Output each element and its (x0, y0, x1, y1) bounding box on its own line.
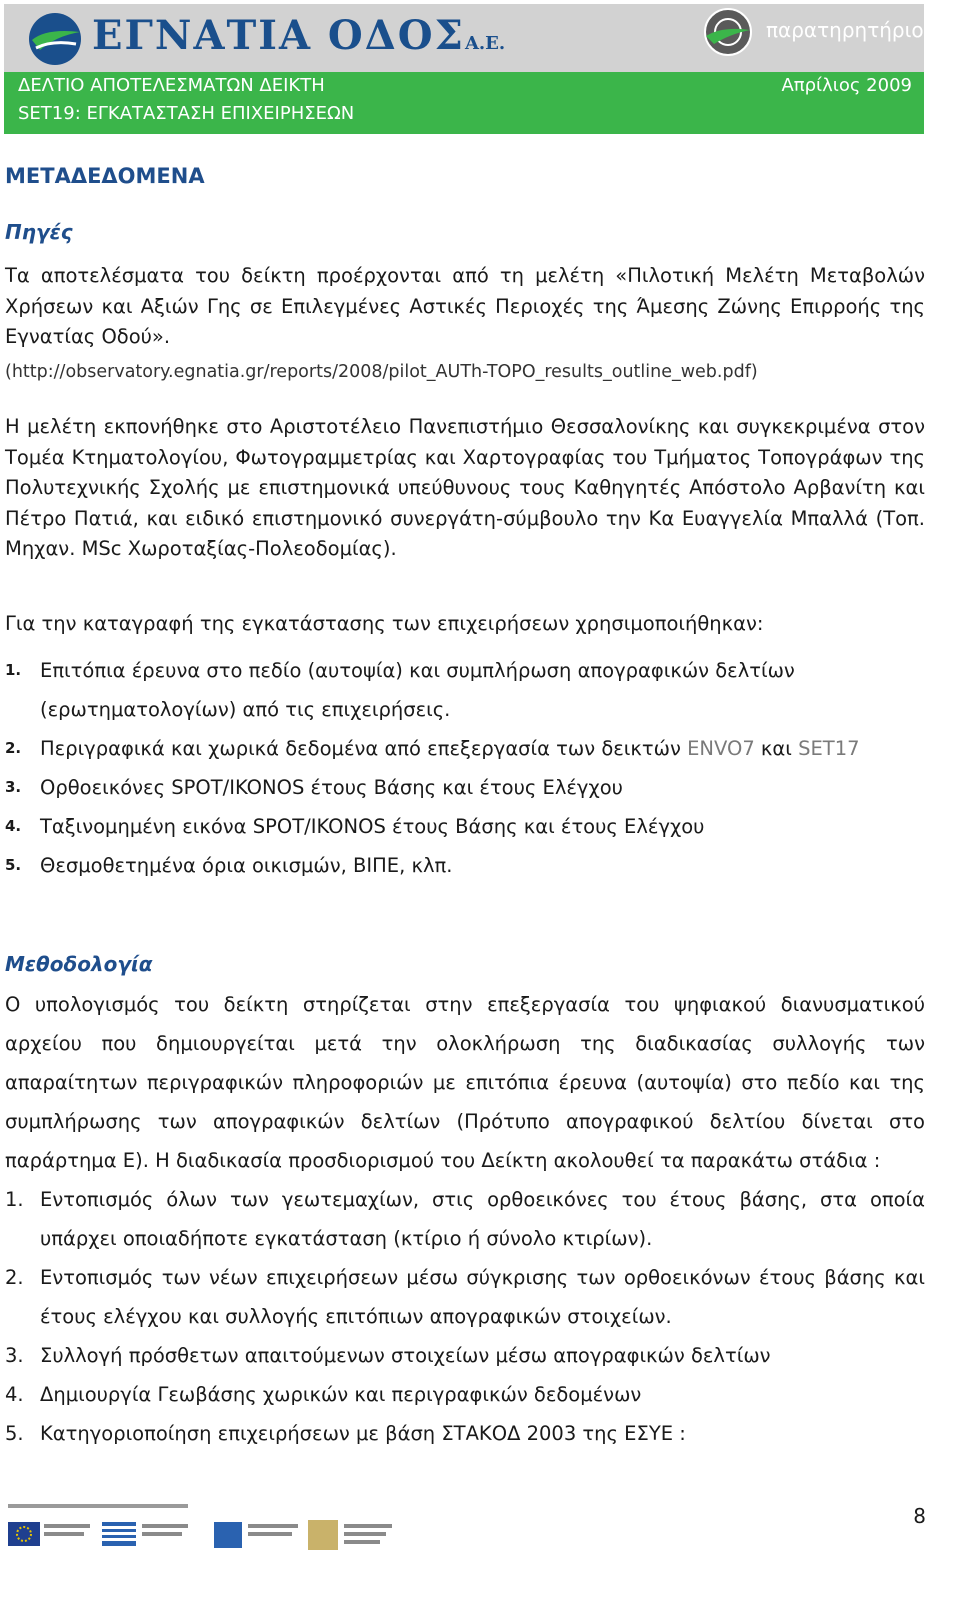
bulletin-title: ΔΕΛΤΙΟ ΑΠΟΤΕΛΕΣΜΑΤΩΝ ΔΕΙΚΤΗ (18, 75, 325, 96)
eu-funds-logo (214, 1522, 298, 1548)
list-item: 3. Ορθοεικόνες SPOT/IKONOS έτους Βάσης και έτους Ελέγχου (5, 776, 623, 799)
sources-list (5, 651, 925, 885)
eu-flag-icon (8, 1522, 40, 1546)
list-item: 1. Επιτόπια έρευνα στο πεδίο (αυτοψία) και συμπλήρωση απογραφικών δελτίων (ερωτηματολογίων) από τις επιχειρήσεις. (5, 659, 795, 721)
page-number: 8 (913, 1504, 926, 1528)
methodology-steps (5, 1180, 925, 1453)
list-item: 5. Θεσμοθετημένα όρια οικισμών, ΒΙΠΕ, κλπ. (5, 854, 453, 877)
metadata-heading: ΜΕΤΑΔΕΔΟΜΕΝΑ (5, 164, 205, 188)
list-item: 3. Συλλογή πρόσθετων απαιτούμενων στοιχείων μέσω απογραφικών δελτίων (5, 1344, 771, 1367)
set17-link[interactable]: SET17 (798, 737, 860, 760)
bulletin-date: Απρίλιος 2009 (781, 75, 912, 96)
list-item: 5. Κατηγοριοποίηση επιχειρήσεων με βάση ΣΤΑΚΟΔ 2003 της ΕΣΥΕ : (5, 1422, 686, 1445)
list-item: 2. Περιγραφικά και χωρικά δεδομένα από επεξεργασία των δεικτών ENVO7 και SET17 (5, 737, 860, 760)
sources-heading: Πηγές (5, 220, 73, 244)
egnatia-logo-icon (26, 10, 84, 68)
observatory-icon (702, 6, 754, 58)
report-url[interactable]: (http://observatory.egnatia.gr/reports/2008/pilot_AUTh-TOPO_results_outline_web.pdf) (5, 362, 758, 382)
logo-wordmark: ΕΓΝΑΤΙΑ ΟΔΟΣΑ.Ε. (92, 12, 506, 59)
sources-paragraph-2: Η μελέτη εκπονήθηκε στο Αριστοτέλειο Πανεπιστήμιο Θεσσαλονίκης και συγκεκριμένα στον Τομέα Κτηματολογίου, Φωτογραμμετρίας και Χαρτογραφίας του Τμήματος Τοπογράφων της Πολυτεχνικής Σχολής με επιστημονικά υπεύθυνους τους Καθηγητές Απόστολο Αρβανίτη και Πέτρο Πατιά, και ειδικό επιστημονικό συνεργάτη-σύμβουλο την Κα Ευαγγελία Μπαλλά (Τοπ. Μηχαν. MSc Χωροταξίας-Πολεοδομίας). (5, 415, 925, 560)
sources-paragraph-1: Τα αποτελέσματα του δείκτη προέρχονται από τη μελέτη «Πιλοτική Μελέτη Μεταβολών Χρήσεων και Αξιών Γης σε Επιλεγμένες Αστικές Περιοχές της Άμεσης Ζώνης Επιρροής της Εγνατίας Οδού». (5, 264, 925, 348)
list-item: 4. Ταξινομημένη εικόνα SPOT/IKONOS έτους Βάσης και έτους Ελέγχου (5, 815, 705, 838)
list-item: 1. Εντοπισμός όλων των γεωτεμαχίων, στις ορθοεικόνες του έτους βάσης, στα οποία υπάρχει οποιαδήποτε εγκατάσταση (κτίριο ή σύνολο κτιρίων). (5, 1188, 925, 1250)
list-item: 4. Δημιουργία Γεωβάσης χωρικών και περιγραφικών δεδομένων (5, 1383, 642, 1406)
funding-logos (8, 1500, 398, 1564)
methodology-heading: Μεθοδολογία (5, 952, 153, 976)
envo7-link[interactable]: ENVO7 (687, 737, 755, 760)
observatory-label: παρατηρητήριο (766, 18, 924, 42)
greek-flag-icon (102, 1522, 136, 1546)
methodology-paragraph: Ο υπολογισμός του δείκτη στηρίζεται στην επεξεργασία του ψηφιακού διανυσματικού αρχείου που δημιουργείται μετά την ολοκλήρωση της διαδικασίας συλλογής των απαραίτητων περιγραφικών πληροφοριών με επιτόπια έρευνα (αυτοψία) στο πεδίο και της συμπλήρωσης των απογραφικών δελτίων (Πρότυπο απογραφικού δελτίου δίνεται στο παράρτημα Ε). Η διαδικασία προσδιορισμού του Δείκτη ακολουθεί τα παρακάτω στάδια : (5, 993, 925, 1172)
sources-intro: Για την καταγραφή της εγκατάστασης των επιχειρήσεων χρησιμοποιήθηκαν: (5, 612, 764, 635)
indicator-title: SET19: ΕΓΚΑΤΑΣΤΑΣΗ ΕΠΙΧΕΙΡΗΣΕΩΝ (18, 103, 355, 124)
list-item: 2. Εντοπισμός των νέων επιχειρήσεων μέσω σύγκρισης των ορθοεικόνων έτους βάσης και έτους ελέγχου και συλλογής επιτόπιων απογραφικών στοιχείων. (5, 1266, 925, 1328)
nsrf-logo (308, 1520, 392, 1550)
